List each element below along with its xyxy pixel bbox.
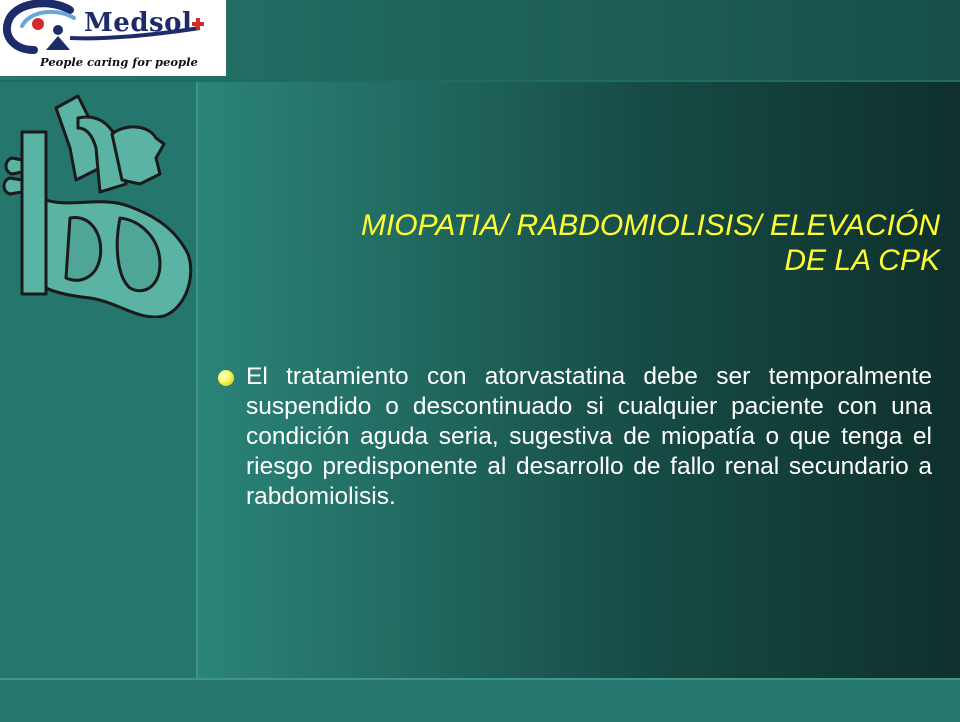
logo-wordmark: Medsol bbox=[84, 8, 193, 38]
bullet-icon bbox=[218, 370, 234, 386]
bullet-text: El tratamiento con atorvastatina debe ser temporalmente suspendido o descontinuado si cualquier paciente con una condición aguda seria, sugestiva de miopatía o que tenga el riesgo predisponente al desarrollo de fallo renal secundario a rabdomiolisis. bbox=[246, 363, 932, 510]
heart-anatomy-icon bbox=[0, 88, 196, 318]
slide-title bbox=[260, 208, 940, 278]
medsol-logo bbox=[0, 0, 226, 76]
logo-tagline: People caring for people bbox=[40, 55, 198, 69]
slide-title-line-1: MIOPATIA/ RABDOMIOLISIS/ ELEVACIÓN bbox=[360, 209, 940, 242]
slide-title-line-2: DE LA CPK bbox=[784, 244, 940, 277]
bullet-item bbox=[212, 362, 932, 512]
footer-bar bbox=[0, 678, 960, 722]
bullet-list bbox=[212, 362, 932, 512]
